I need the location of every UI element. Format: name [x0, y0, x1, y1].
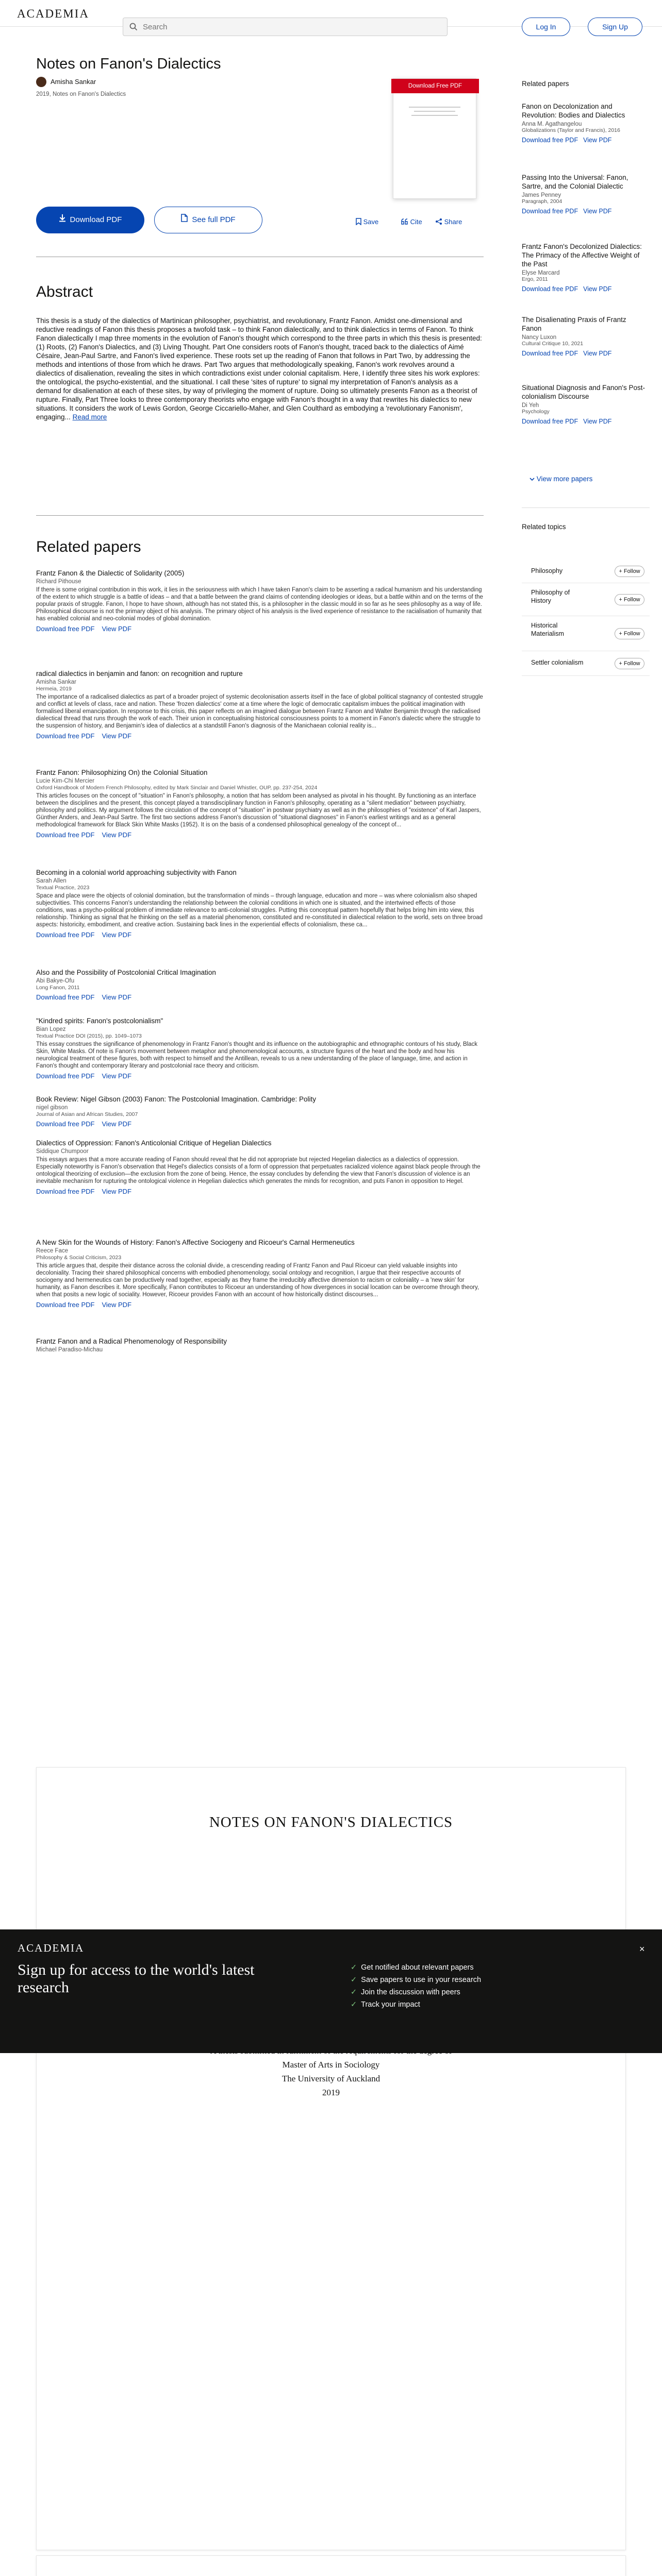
- banner-benefit: ✓ Get notified about relevant papers: [351, 1963, 474, 1972]
- sidebar-paper-meta: Paragraph, 2004: [522, 198, 562, 205]
- view-more-papers-link[interactable]: [529, 475, 592, 483]
- related-topic-row[interactable]: [522, 651, 650, 676]
- follow-label: Follow: [623, 568, 640, 574]
- sidebar-paper-author[interactable]: Di Yeh: [522, 402, 539, 409]
- view-pdf-link[interactable]: View PDF: [102, 1120, 132, 1128]
- paper-title: NOTES ON FANON'S DIALECTICS: [209, 1814, 453, 1831]
- sidebar-paper-title[interactable]: Situational Diagnosis and Fanon's Post-colonialism Discourse: [522, 384, 645, 400]
- download-free-pdf-link[interactable]: Download free PDF: [36, 732, 95, 740]
- view-pdf-link[interactable]: View PDF: [102, 931, 132, 939]
- related-paper-item: [36, 769, 484, 839]
- signup-button[interactable]: Sign Up: [588, 18, 642, 36]
- check-icon: ✓: [351, 2001, 357, 2009]
- view-pdf-link[interactable]: View PDF: [102, 1301, 132, 1309]
- related-paper-author[interactable]: Lucie Kim-Chi Mercier: [36, 778, 95, 784]
- abstract-text: This thesis is a study of the dialectics of Martinican philosopher, psychiatrist, and revolutionary, Frantz Fanon. Amidst one-dimensional and reductive readings of Fanon this thesis proposes a twofold task – to think Fanon dialectically, and to think dialectics in terms of Fanon. To think Fanon dialectically I map three moments in the evolution of Fanon's thought which correspond to the three parts in which this thesis is presented: (1) Roots, (2) Fanon's Dialectics, and (3) Living Thought. Part One considers roots of Fanon's thought, traced back to the dialectics of Aimé Césaire, Jean-Paul Sartre, and Fanon's lived experience. These roots set up the reading of Fanon that follows in Part Two, by addressing the methods and intentions of those from which he draws. Part Two argues that methodologically speaking, Fanon's work revolves around a dialectics of disalienation, revealing the sites in which contradictions exist under colonial capitalism. Here, I identify three sites his work explores: the ontological, the psycho-existential, and the situational. I call these 'sites of rupture' to signal my interpretation of Fanon's analysis as a demand for disalienation at each of these sites, by way of privileging the moment of rupture. Doing so ultimately presents Fanon as a theorist of rupture. Finally, Part Three looks to three contemporary theorists who engage with Fanon's thought in a way that rewrites his dialectics to new situations. It considers the work of Lewis Gordon, George Ciccariello-Maher, and Glen Coulthard as embodying a 'revolutionary Fanonism', engaging...: [36, 317, 482, 421]
- see-full-pdf-button[interactable]: [154, 207, 262, 233]
- abstract-body: [36, 316, 484, 421]
- sidebar-paper-meta: Globalizations (Taylor and Francis), 2016: [522, 127, 620, 133]
- banner-benefit: ✓ Save papers to use in your research: [351, 1976, 482, 1984]
- related-paper-actions: [36, 931, 484, 939]
- follow-button[interactable]: [615, 566, 644, 577]
- follow-label: Follow: [623, 660, 640, 667]
- related-paper-author[interactable]: Michael Paradiso-Michau: [36, 1347, 103, 1353]
- download-pdf-label: Download PDF: [70, 215, 122, 224]
- sidebar-paper-title[interactable]: Fanon on Decolonization and Revolution: Bodies and Dialectics: [522, 103, 625, 119]
- topic-label[interactable]: Settler colonialism: [531, 659, 584, 666]
- save-button[interactable]: [356, 218, 378, 227]
- sidebar-paper-title[interactable]: The Disalienating Praxis of Frantz Fanon: [522, 316, 626, 332]
- share-label: Share: [444, 218, 462, 226]
- download-free-pdf-link[interactable]: Download free PDF: [36, 831, 95, 839]
- related-paper-item: [36, 1095, 484, 1128]
- related-paper-journal: Textual Practice, 2023: [36, 885, 90, 891]
- sidebar-paper-meta: Cultural Critique 10, 2021: [522, 341, 584, 347]
- author-name[interactable]: Amisha Sankar: [51, 78, 96, 86]
- cite-label: Cite: [410, 218, 422, 226]
- view-pdf-link[interactable]: View PDF: [102, 625, 132, 633]
- related-paper-item: [36, 1139, 484, 1195]
- topic-label[interactable]: Philosophy of History: [531, 589, 570, 604]
- download-free-pdf-link[interactable]: Download free PDF: [522, 350, 578, 357]
- view-pdf-link[interactable]: View PDF: [102, 993, 132, 1001]
- related-paper-title[interactable]: "Kindred spirits: Fanon's postcolonialism": [36, 1017, 163, 1025]
- related-paper-author[interactable]: Abi Bakye-Ofu: [36, 978, 75, 984]
- search-input[interactable]: [143, 21, 432, 32]
- thesis-line: Master of Arts in Sociology: [282, 2060, 380, 2070]
- document-icon: [181, 207, 188, 233]
- document-meta: 2019, Notes on Fanon's Dialectics: [36, 91, 126, 97]
- abstract-heading: Abstract: [36, 283, 93, 300]
- download-free-pdf-link[interactable]: Download free PDF: [522, 208, 578, 215]
- sidebar-paper-actions: [522, 137, 646, 144]
- thumbnail-download-button[interactable]: Download Free PDF: [391, 79, 479, 93]
- plus-icon: +: [619, 568, 624, 574]
- sidebar-paper-author[interactable]: Nancy Luxon: [522, 334, 557, 341]
- login-button[interactable]: Log In: [522, 18, 570, 36]
- related-paper-actions: [36, 732, 484, 740]
- see-full-pdf-label: See full PDF: [192, 215, 236, 224]
- related-paper-title[interactable]: Frantz Fanon & the Dialectic of Solidarity (2005): [36, 569, 185, 577]
- related-paper-item: [36, 1239, 484, 1309]
- academia-logo[interactable]: ACADEMIA: [17, 7, 89, 20]
- related-paper-title[interactable]: Also and the Possibility of Postcolonial Critical Imagination: [36, 969, 216, 976]
- related-paper-journal: Philosophy & Social Criticism, 2023: [36, 1255, 122, 1261]
- related-paper-journal: Journal of Asian and African Studies, 2007: [36, 1111, 138, 1117]
- document-thumbnail[interactable]: [393, 78, 476, 199]
- download-free-pdf-link[interactable]: Download free PDF: [522, 137, 578, 144]
- banner-benefit: ✓ Track your impact: [351, 2001, 420, 2009]
- related-paper-actions: [36, 831, 484, 839]
- related-paper-journal: Oxford Handbook of Modern French Philosophy, edited by Mark Sinclair and Daniel Whistler, OUP, pp. 237-254, 2024: [36, 785, 318, 791]
- related-paper-item: [36, 569, 484, 633]
- banner-benefit: ✓ Join the discussion with peers: [351, 1988, 460, 1996]
- check-icon: ✓: [351, 1963, 357, 1972]
- sidebar-related-item: [522, 173, 646, 215]
- divider: [36, 515, 484, 516]
- related-paper-journal: Textual Practice DOI (2015), pp. 1049–1073: [36, 1033, 142, 1039]
- share-icon: [435, 218, 442, 227]
- related-papers-heading: Related papers: [36, 538, 141, 555]
- view-pdf-link[interactable]: View PDF: [102, 1072, 132, 1080]
- share-button[interactable]: [435, 218, 462, 227]
- related-paper-author[interactable]: nigel gibson: [36, 1105, 68, 1111]
- sidebar-related-item: [522, 315, 646, 357]
- sidebar-paper-title[interactable]: Frantz Fanon's Decolonized Dialectics: The Primacy of the Affective Weight of the Past: [522, 243, 642, 268]
- search-icon: [129, 23, 138, 33]
- related-paper-title[interactable]: radical dialectics in benjamin and fanon: on recognition and rupture: [36, 670, 243, 677]
- related-paper-abstract: The importance of a radicalised dialectics as part of a broader project of systemic decolonisation asserts itself in the face of global political stagnancy of contested struggle and conflict at levels of class, race and nation. These 'frozen dialectics' come at a time where the logic of democratic capitalism imbues the political imagination with formalised liberal emancipation. In response to this crisis, this paper reflects on an imagined dialogue between Frantz Fanon and Walter Benjamin through the radicalised dialectical thread that runs through the work of each. Their union in conceptualising historical consciousness points to a moment in Fanon's dialectic where the struggle to the suspension of history, and Benjamin's idea of dialectics at a standstill Fanon's diagnosis of the Manichaean colonial reality is...: [36, 694, 483, 729]
- related-topic-row[interactable]: [522, 616, 650, 651]
- sidebar-paper-title[interactable]: Passing Into the Universal: Fanon, Sartre, and the Colonial Dialectic: [522, 174, 628, 190]
- related-paper-item: [36, 1017, 484, 1080]
- related-paper-author[interactable]: Amisha Sankar: [36, 679, 76, 685]
- related-topics-heading: Related topics: [522, 523, 566, 531]
- sidebar-paper-meta: Psychology: [522, 409, 550, 415]
- download-free-pdf-link[interactable]: Download free PDF: [522, 285, 578, 293]
- follow-button[interactable]: [615, 594, 644, 605]
- view-pdf-link[interactable]: View PDF: [102, 831, 132, 839]
- follow-label: Follow: [623, 631, 640, 637]
- related-paper-abstract: This essays argues that a more accurate reading of Fanon should reveal that he did not appropriate but rejected Hegelian dialectics as a dialectics of oppression. Especially noteworthy is Fanon's observation that Hegel's dialectics consists of a form of oppression that perpetuates racialized violence against black people through the ontological theorizing of exclusion—the exclusion from the zone of being. Hence, the essay concludes by defending the view that Fanon's discussion of violence is an inevitable mechanism for rupturing the ontological violence in Hegelian dialectics which generates the minds for recognition, and puts Fanon in opposition to Hegel.: [36, 1157, 481, 1184]
- top-navigation-bar: [0, 0, 662, 31]
- download-free-pdf-link[interactable]: Download free PDF: [522, 418, 578, 425]
- bookmark-icon: [356, 218, 361, 227]
- sidebar-paper-author[interactable]: James Penney: [522, 192, 561, 198]
- check-icon: ✓: [351, 1976, 357, 1984]
- related-paper-title[interactable]: Book Review: Nigel Gibson (2003) Fanon: The Postcolonial Imagination. Cambridge: Polity: [36, 1095, 317, 1103]
- related-paper-journal: Hermeia, 2019: [36, 686, 72, 692]
- topic-label[interactable]: Philosophy: [531, 567, 563, 574]
- sidebar-paper-meta: Ergo, 2011: [522, 276, 548, 282]
- sidebar-related-item: [522, 242, 646, 293]
- related-paper-title[interactable]: Becoming in a colonial world approaching subjectivity with Fanon: [36, 869, 237, 876]
- related-paper-abstract: This articles focuses on the concept of "situation" in Fanon's philosophy, a notion that has seldom been analysed as pivotal in his thought. By functioning as an interface between the disciplines and the present, this concept played a transdisciplinary function in Fanon's philosophy, operating as a "silent mediation" between psychiatry, philosophy and politics. My argument follows the circulation of the concept of "situation" in postwar psychiatry as well as in the philosophies of "existence" of Karl Jaspers, Günther Anders, and Jean-Paul Sartre. The first two sections address Fanon's discussion of "situational diagnoses" in Fanon's earliest writings and as a general methodological framework for Black Skin White Masks (1952). It is on the basis of a condensed philosophical genealogy of the concept of...: [36, 793, 481, 828]
- follow-button[interactable]: [615, 628, 644, 639]
- search-box[interactable]: [123, 18, 448, 36]
- banner-logo: ACADEMIA: [18, 1942, 85, 1954]
- sidebar-paper-actions: [522, 418, 646, 425]
- view-pdf-link[interactable]: View PDF: [583, 418, 612, 425]
- related-paper-title[interactable]: Frantz Fanon: Philosophizing On) the Colonial Situation: [36, 769, 208, 776]
- sidebar-paper-actions: [522, 208, 646, 215]
- related-paper-title[interactable]: A New Skin for the Wounds of History: Fanon's Affective Sociogeny and Ricoeur's Carnal Hermeneutics: [36, 1239, 355, 1246]
- view-pdf-link[interactable]: View PDF: [583, 208, 612, 215]
- related-paper-item: [36, 1337, 484, 1353]
- related-paper-abstract: This essay construes the significance of phenomenology in Frantz Fanon's thought and its influence on the autobiographic and ethnographic contours of his study, Black Skin, White Masks. Of note is Fanon's movement between metaphor and phenomenological accounts, a structure figures of the heart and the body and how his neurological treatment of these figures, both with respect to himself and the Antillean, reveals to us a new understanding of the place of language, time, and action in Fanon's thought and contemporary literary and postcolonial race theory and criticism.: [36, 1041, 478, 1069]
- related-paper-item: [36, 969, 484, 1001]
- related-paper-author[interactable]: Siddique Chumpoor: [36, 1148, 89, 1155]
- sidebar-related-heading: Related papers: [522, 80, 569, 88]
- download-free-pdf-link[interactable]: Download free PDF: [36, 931, 95, 939]
- download-free-pdf-link[interactable]: Download free PDF: [36, 1301, 95, 1309]
- download-free-pdf-link[interactable]: Download free PDF: [36, 1120, 95, 1128]
- sidebar-paper-actions: [522, 285, 646, 293]
- paper-page-2: [36, 2555, 626, 2576]
- related-topic-row[interactable]: [522, 560, 650, 583]
- signup-banner: [0, 1929, 662, 2053]
- related-paper-item: [36, 869, 484, 939]
- download-free-pdf-link[interactable]: Download free PDF: [36, 1188, 95, 1195]
- related-paper-author[interactable]: Bian Lopez: [36, 1026, 66, 1032]
- related-paper-abstract: Space and place were the objects of colonial domination, but the transformation of minds – through language, education and more – was where colonialism also shaped subjectivities. This concerns Fanon's understanding the relationship between the colonial conditions in which one is situated, and the intertwined effects of those conditions, was a psycho-political problem of immediate relevance to anti-colonial struggles. Putting this conceptual pattern hopefully that helps bring him into view, this relationship. Thinking as signal that he thinking on the self as a material phenomenon, constituted and re-constituted in dialectical relation to the world, sets on three broad aspects: historicity, embodiment, and creative action. Sustaining back lines in the experiential effects of colonialism, these ca...: [36, 893, 483, 928]
- save-label: Save: [363, 218, 379, 226]
- related-paper-actions: [36, 625, 484, 633]
- thesis-line: The University of Auckland: [282, 2074, 380, 2083]
- thesis-line: 2019: [322, 2088, 340, 2097]
- close-icon[interactable]: ×: [639, 1944, 645, 1954]
- related-paper-actions: [36, 1188, 484, 1195]
- related-paper-abstract: This article argues that, despite their distance across the colonial divide, a crescending reading of Frantz Fanon and Paul Ricoeur can yield valuable insights into decoloniality. Tracing their shared philosophical concerns with embodied phenomenology, social ontology and recognition, I argue that their respective accounts of sociogeny and hermeneutics can be productively read together, especially as they frame the irreducibly affective dimension to racism or coloniality – a 'new skin' for humanity, as Fanon describes it. More specifically, Fanon contributes to Ricoeur an understanding of how divergences in social location can be overcome through theory, when that posits a new logic of sociality. However, Ricoeur provides Fanon with an account of how historically distinct discourses...: [36, 1263, 479, 1298]
- related-paper-journal: Long Fanon, 2011: [36, 985, 80, 991]
- related-paper-item: [36, 670, 484, 740]
- cite-button[interactable]: [401, 218, 422, 226]
- plus-icon: +: [619, 631, 624, 637]
- view-pdf-link[interactable]: View PDF: [583, 137, 612, 144]
- plus-icon: +: [619, 597, 624, 603]
- author-avatar[interactable]: [36, 77, 46, 87]
- follow-button[interactable]: [615, 658, 644, 669]
- download-icon: [59, 207, 66, 233]
- paper-page-1: [36, 1767, 626, 2550]
- topic-label[interactable]: Historical Materialism: [531, 622, 564, 637]
- related-paper-title[interactable]: Dialectics of Oppression: Fanon's Anticolonial Critique of Hegelian Dialectics: [36, 1139, 272, 1147]
- sidebar-related-item: [522, 383, 646, 425]
- related-paper-author[interactable]: Reece Face: [36, 1248, 69, 1254]
- follow-label: Follow: [623, 597, 640, 603]
- view-pdf-link[interactable]: View PDF: [102, 1188, 132, 1195]
- related-paper-abstract: If there is some original contribution in this work, it lies in the seriousness with which I have taken Fanon's claim to be asserting a radical humanism and his understanding of the extent to which struggle is a battle of ideas – and that a battle between the grand claims of contending ideologies or ideas, but a battle within and on the terms of the popular praxis of struggle. Fanon, I hope to have shown, although has not stated this, is a philosopher in the classic mould in so far as he sees philosophy as a way of life. Philosophical discourse is not the primary object of his analysis. The primary object of his analysis is the lived experience of resistance to the racialisation of humanity that has enabled colonial and neo-colonial modes of global domination.: [36, 587, 483, 622]
- related-paper-actions: [36, 1072, 484, 1080]
- plus-icon: +: [619, 660, 624, 667]
- related-paper-title[interactable]: Frantz Fanon and a Radical Phenomenology of Responsibility: [36, 1337, 227, 1345]
- view-more-label: View more papers: [536, 475, 593, 483]
- view-pdf-link[interactable]: View PDF: [102, 732, 132, 740]
- sidebar-related-item: [522, 102, 646, 144]
- related-paper-author[interactable]: Sarah Allen: [36, 878, 67, 884]
- related-paper-actions: [36, 1301, 484, 1309]
- view-pdf-link[interactable]: View PDF: [583, 285, 612, 293]
- read-more-link[interactable]: Read more: [72, 413, 107, 421]
- download-pdf-button[interactable]: [36, 207, 144, 233]
- sidebar-paper-author[interactable]: Anna M. Agathangelou: [522, 121, 582, 127]
- sidebar-paper-author[interactable]: Elyse Marcard: [522, 270, 560, 276]
- related-topic-row[interactable]: [522, 583, 650, 616]
- check-icon: ✓: [351, 1988, 357, 1996]
- download-free-pdf-link[interactable]: Download free PDF: [36, 1072, 95, 1080]
- download-free-pdf-link[interactable]: Download free PDF: [36, 625, 95, 633]
- related-paper-actions: [36, 1120, 484, 1128]
- sidebar-paper-actions: [522, 350, 646, 357]
- view-pdf-link[interactable]: View PDF: [583, 350, 612, 357]
- quote-icon: [401, 218, 408, 226]
- related-paper-author[interactable]: Richard Pithouse: [36, 579, 81, 585]
- page-title: Notes on Fanon's Dialectics: [36, 56, 221, 72]
- related-paper-actions: [36, 993, 484, 1001]
- download-free-pdf-link[interactable]: Download free PDF: [36, 993, 95, 1001]
- chevron-down-icon: [529, 476, 535, 483]
- sidebar-divider: [522, 507, 650, 508]
- banner-headline: Sign up for access to the world's latest research: [18, 1961, 255, 1996]
